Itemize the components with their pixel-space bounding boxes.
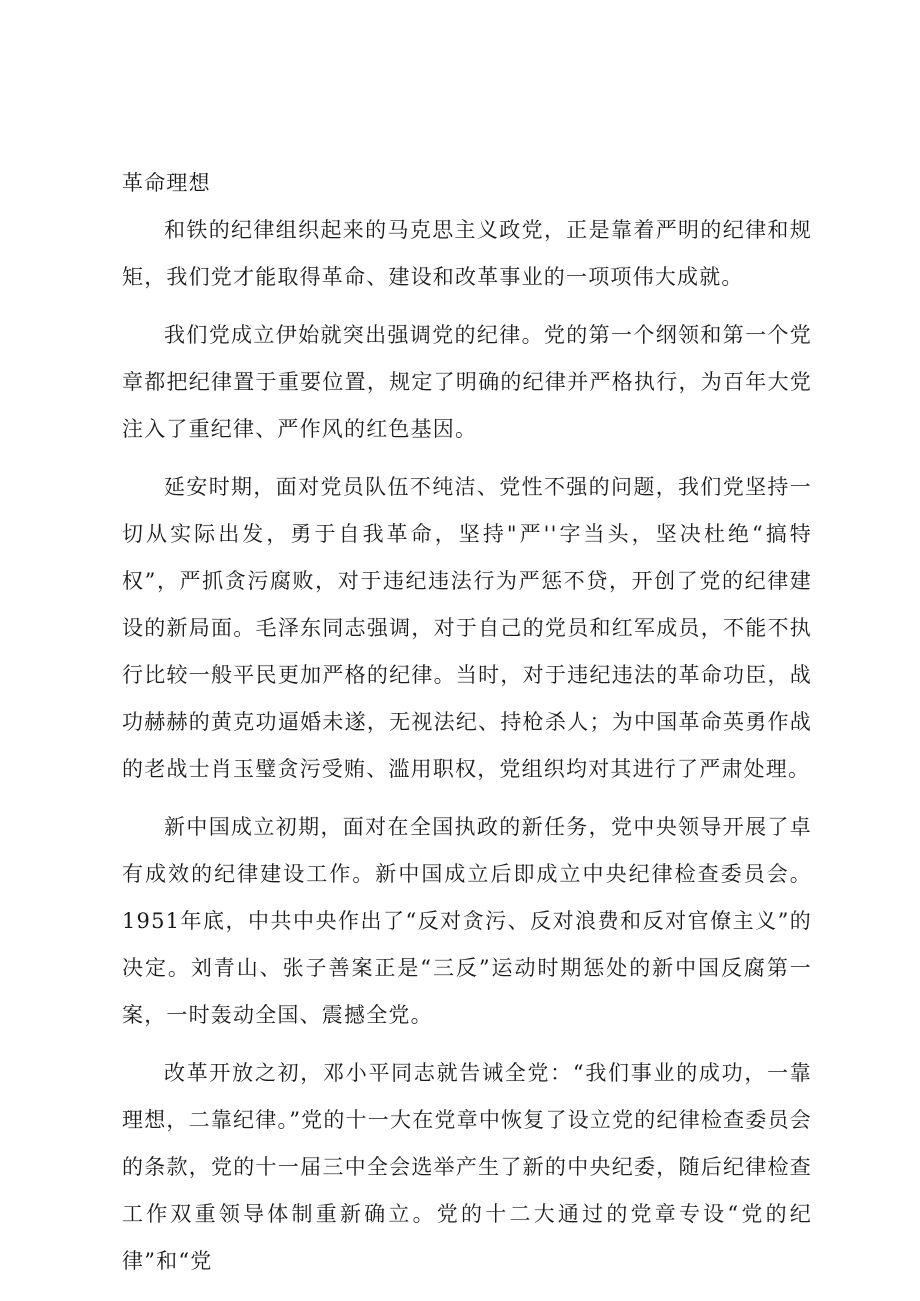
paragraph-4: 新中国成立初期，面对在全国执政的新任务，党中央领导开展了卓有成效的纪律建设工作。新中国成立后即成立中央纪律检查委员会。1951年底，中共中央作出了“反对贪污、反对浪费和反对官僚主义”的决定。刘青山、张子善案正是“三反”运动时期惩处的新中国反腐第一案，一时轰动全国、震撼全党。 [122, 815, 812, 1027]
paragraph-2: 我们党成立伊始就突出强调党的纪律。党的第一个纲领和第一个党章都把纪律置于重要位置，规定了明确的纪律并严格执行，为百年大党注入了重纪律、严作风的红色基因。 [122, 323, 812, 441]
heading-fragment: 革命理想 [122, 171, 211, 195]
document-body [122, 160, 812, 1296]
paragraph-5: 改革开放之初，邓小平同志就告诫全党：“我们事业的成功，一靠理想，二靠纪律。”党的十一大在党章中恢复了设立党的纪律检查委员会的条款，党的十一届三中全会选举产生了新的中央纪委，随后纪律检查工作双重领导体制重新确立。党的十二大通过的党章专设“党的纪律”和“党 [122, 1061, 812, 1273]
paragraph-1: 和铁的纪律组织起来的马克思主义政党，正是靠着严明的纪律和规矩，我们党才能取得革命、建设和改革事业的一项项伟大成就。 [122, 218, 812, 289]
paragraph-3: 延安时期，面对党员队伍不纯洁、党性不强的问题，我们党坚持一切从实际出发，勇于自我革命，坚持"严''字当头，坚决杜绝“搞特权”，严抓贪污腐败，对于违纪违法行为严惩不贷，开创了党的纪律建设的新局面。毛泽东同志强调，对于自己的党员和红军成员，不能不执行比较一般平民更加严格的纪律。当时，对于违纪违法的革命功臣，战功赫赫的黄克功逼婚未遂，无视法纪、持枪杀人；为中国革命英勇作战的老战士肖玉璧贪污受贿、滥用职权，党组织均对其进行了严肃处理。 [122, 475, 812, 781]
